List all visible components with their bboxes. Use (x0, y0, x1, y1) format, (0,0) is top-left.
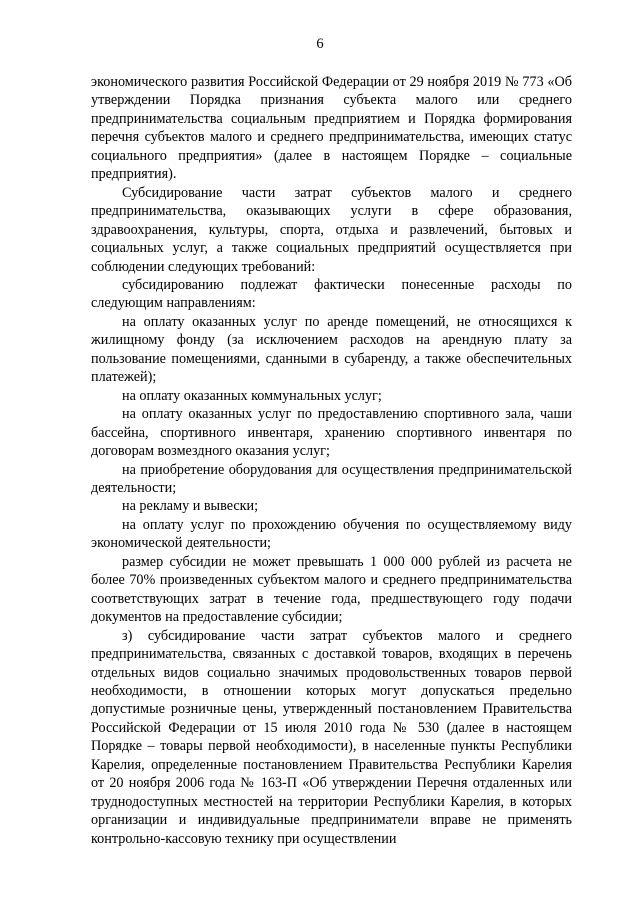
list-item-rent: на оплату оказанных услуг по аренде помещений, не относящихся к жилищному фонду (за исключением расходов на арендную плату за пользование помещениями, сданными в субаренду, а также обеспечительных платежей); (91, 313, 572, 386)
paragraph-subsidy-conditions: Субсидирование части затрат субъектов малого и среднего предпринимательства, оказывающих услуги в сфере образования, здравоохранения, культуры, спорта, отдыха и развлечений, бытовых и социальных услуг, а также социальных предприятий осуществляется при соблюдении следующих требований: (91, 184, 572, 275)
page-number: 6 (316, 36, 324, 52)
list-item-advertising: на рекламу и вывески; (122, 498, 259, 515)
list-item-training: на оплату услуг по прохождению обучения по осуществляемому виду экономической деятельности; (91, 516, 572, 552)
paragraph-continuation: экономического развития Российской Федерации от 29 ноября 2019 № 773 «Об утверждении Порядка признания субъекта малого или среднего предпринимательства социальным предприятием и Порядка формирования перечня субъектов малого и среднего предпринимательства, имеющих статус социального предприятия» (далее в настоящем Порядке – социальные предприятия). (91, 74, 572, 183)
paragraph-item-z: з) субсидирование части затрат субъектов малого и среднего предпринимательства, связанных с доставкой товаров, входящих в перечень отдельных видов социально значимых продовольственных товаров первой необходимости, в отношении которых могут допускаться предельно допустимые розничные цены, утвержденный постановлением Правительства Российской Федерации от 15 июля 2010 года № 530 (далее в настоящем Порядке – товары первой необходимости), в населенные пункты Республики Карелия, определенные постановлением Правительства Республики Карелия от 20 ноября 2006 года № 163-П «Об утверждении Перечня отдаленных или труднодоступных местностей на территории Республики Карелия, в которых организации и индивидуальные предприниматели вправе не применять контрольно-кассовую технику при осуществлении (91, 627, 572, 847)
paragraph-expenses-directions: субсидированию подлежат фактически понесенные расходы по следующим направлениям: (91, 276, 572, 312)
list-item-sports-facilities: на оплату оказанных услуг по предоставлению спортивного зала, чаши бассейна, спортивного инвентаря, хранению спортивного инвентаря по договорам возмездного оказания услуг; (91, 406, 572, 460)
paragraph-subsidy-limit: размер субсидии не может превышать 1 000 000 рублей из расчета не более 70% произведенных субъектом малого и среднего предпринимательства соответствующих затрат в течение года, предшествующего году подачи документов на предоставление субсидии; (91, 553, 572, 626)
list-item-equipment: на приобретение оборудования для осуществления предпринимательской деятельности; (91, 461, 572, 496)
document-body (91, 73, 572, 848)
list-item-utilities: на оплату оказанных коммунальных услуг; (122, 387, 382, 404)
